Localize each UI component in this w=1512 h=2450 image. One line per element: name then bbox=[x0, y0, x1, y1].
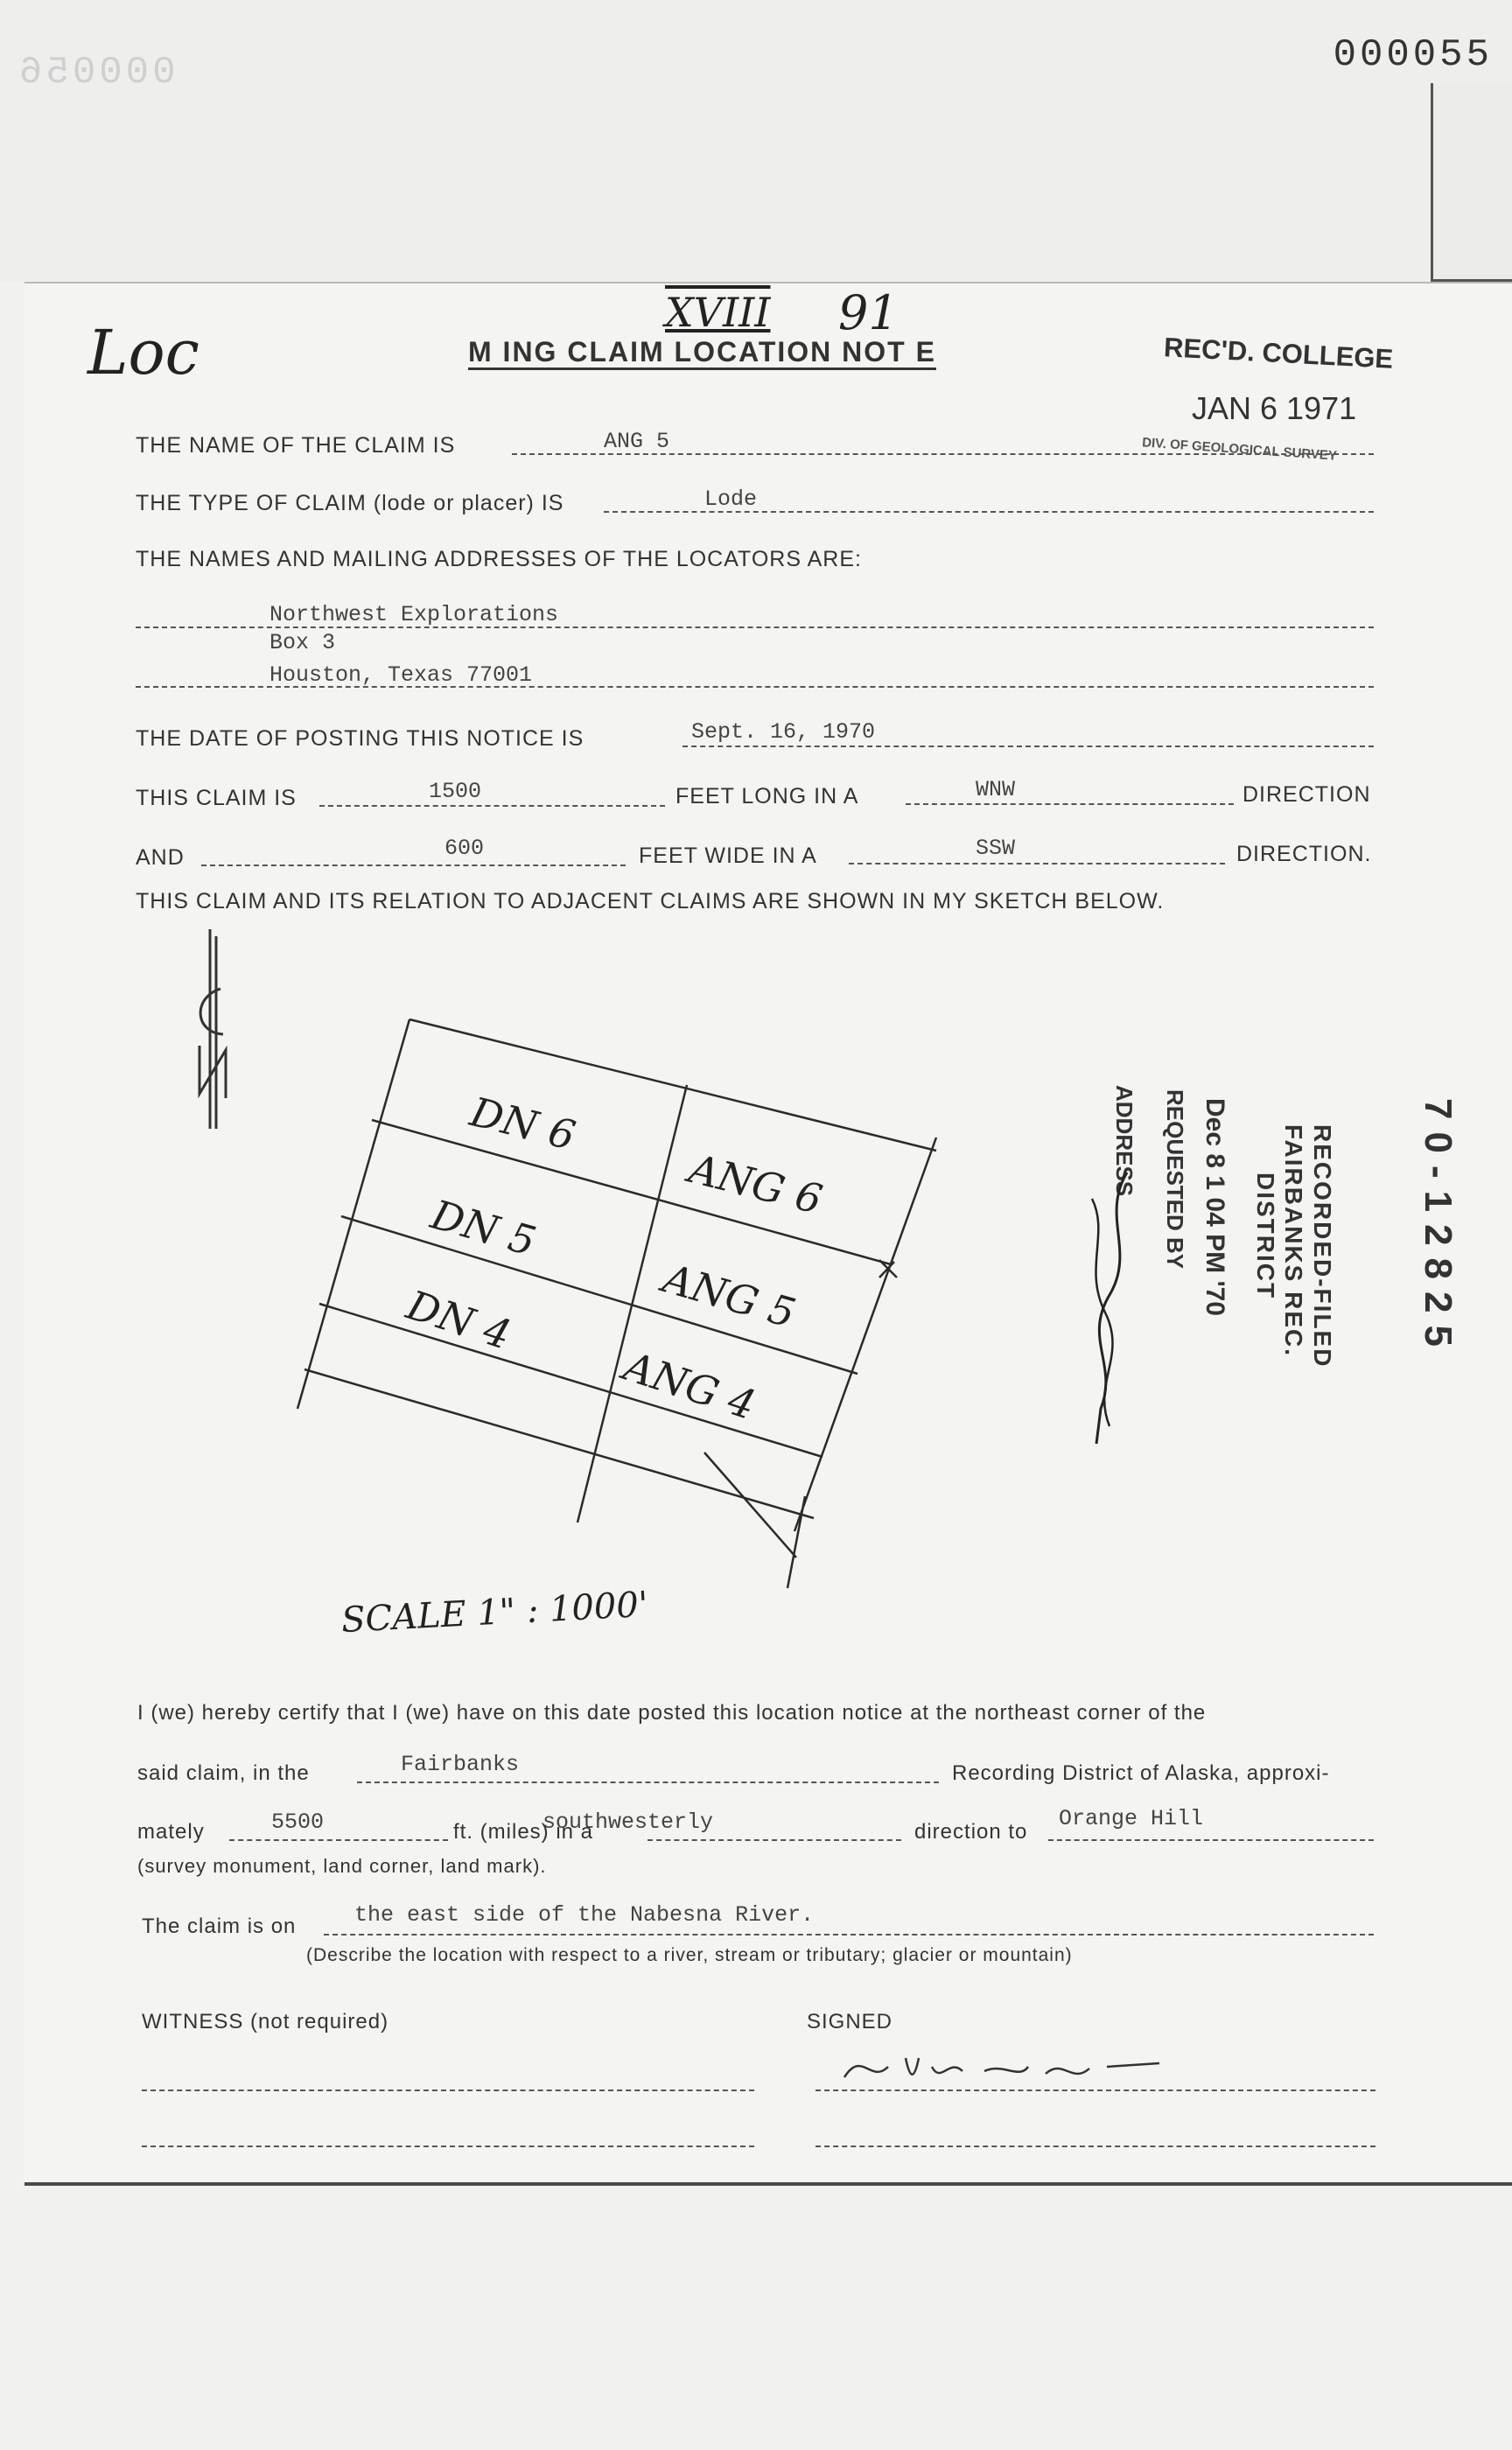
witness-line-2 bbox=[142, 2146, 754, 2147]
sketch-cell-ang5: ANG 5 bbox=[657, 1254, 801, 1338]
long-direction-line bbox=[906, 803, 1234, 805]
claim-on-value: the east side of the Nabesna River. bbox=[354, 1902, 815, 1928]
witness-label: WITNESS (not required) bbox=[142, 2010, 389, 2034]
direction-line bbox=[648, 1839, 901, 1841]
signed-label: SIGNED bbox=[807, 2010, 893, 2034]
form-title: M ING CLAIM LOCATION NOT E bbox=[468, 336, 936, 370]
bleed-through-serial: 000056 bbox=[16, 51, 176, 94]
received-stamp-line1: REC'D. COLLEGE bbox=[1163, 332, 1395, 374]
recorded-stamp-signature bbox=[1074, 1164, 1144, 1452]
wide-direction-value: SSW bbox=[976, 836, 1016, 861]
locator-line-1: Northwest Explorations bbox=[270, 602, 559, 627]
district-value: Fairbanks bbox=[401, 1752, 520, 1777]
sketch-cell-ang6: ANG 6 bbox=[684, 1144, 827, 1223]
sketch-cell-dn4: DN 4 bbox=[401, 1281, 517, 1359]
direction-label-2: DIRECTION. bbox=[1236, 842, 1372, 866]
signed-line-2 bbox=[816, 2146, 1376, 2147]
claim-type-value: Lode bbox=[704, 486, 758, 512]
mately-label: mately bbox=[137, 1820, 205, 1844]
recorded-stamp-requested: REQUESTED BY bbox=[1162, 1089, 1188, 1270]
received-stamp-line3: DIV. OF GEOLOGICAL SURVEY bbox=[1141, 435, 1338, 464]
locator-line-3: Houston, Texas 77001 bbox=[270, 662, 533, 688]
handwritten-number: 91 bbox=[838, 285, 899, 340]
locator-underline-2 bbox=[136, 686, 1374, 688]
wide-direction-line bbox=[849, 863, 1225, 864]
posting-date-label: THE DATE OF POSTING THIS NOTICE IS bbox=[136, 726, 584, 751]
claim-is-label: THIS CLAIM IS bbox=[136, 786, 297, 810]
feet-long-label: FEET LONG IN A bbox=[676, 784, 859, 808]
distance-value: 5500 bbox=[271, 1810, 325, 1835]
district-label: Recording District of Alaska, approxi- bbox=[952, 1761, 1330, 1785]
handwritten-roman: XVIII bbox=[665, 289, 771, 336]
paper-top-margin bbox=[0, 0, 1512, 282]
claim-name-label: THE NAME OF THE CLAIM IS bbox=[136, 433, 456, 458]
claim-on-line bbox=[324, 1934, 1374, 1936]
recorded-stamp-line2: FAIRBANKS REC. bbox=[1280, 1124, 1307, 1358]
handwritten-requester-icon bbox=[1074, 1164, 1144, 1452]
distance-line bbox=[229, 1839, 448, 1841]
length-line bbox=[319, 805, 665, 807]
recorded-stamp-line3: DISTRICT bbox=[1252, 1172, 1279, 1300]
sketch-cell-dn6: DN 6 bbox=[466, 1088, 580, 1159]
signature-icon bbox=[809, 2032, 1212, 2102]
handwritten-loc: Loc bbox=[88, 317, 200, 388]
locators-label: THE NAMES AND MAILING ADDRESSES OF THE LOCATORS ARE: bbox=[136, 547, 862, 571]
locator-underline-1 bbox=[136, 626, 1374, 628]
district-line bbox=[357, 1782, 939, 1783]
width-line bbox=[201, 864, 626, 866]
length-value: 1500 bbox=[429, 779, 482, 804]
said-claim-label: said claim, in the bbox=[137, 1761, 310, 1785]
recorded-stamp-number: 70-12825 bbox=[1417, 1098, 1460, 1359]
certify-text: I (we) hereby certify that I (we) have on this date posted this location notice at the northeast corner of the bbox=[137, 1701, 1207, 1725]
direction-value: southwesterly bbox=[542, 1810, 714, 1835]
sketch-cell-dn5: DN 5 bbox=[425, 1190, 542, 1265]
long-direction-value: WNW bbox=[976, 777, 1016, 802]
claim-on-label: The claim is on bbox=[142, 1914, 297, 1938]
direction-to-label: direction to bbox=[914, 1820, 1028, 1844]
sketch-scale: SCALE 1" : 1000' bbox=[340, 1584, 649, 1642]
width-value: 600 bbox=[444, 836, 485, 861]
sketch-label: THIS CLAIM AND ITS RELATION TO ADJACENT CLAIMS ARE SHOWN IN MY SKETCH BELOW. bbox=[136, 889, 1165, 914]
and-label: AND bbox=[136, 845, 185, 870]
sketch-cell-ang4: ANG 4 bbox=[618, 1342, 761, 1430]
recorded-stamp-date: Dec 8 1 04 PM '70 bbox=[1200, 1098, 1229, 1316]
north-arrow bbox=[200, 929, 226, 1129]
recorded-stamp-line1: RECORDED-FILED bbox=[1309, 1124, 1336, 1368]
landmark-note: (survey monument, land corner, land mark). bbox=[137, 1855, 547, 1877]
posting-date-line bbox=[682, 746, 1374, 747]
describe-note: (Describe the location with respect to a river, stream or tributary; glacier or mountain) bbox=[306, 1945, 1073, 1965]
received-stamp-date: JAN 6 1971 bbox=[1192, 390, 1357, 426]
direction-label-1: DIRECTION bbox=[1242, 782, 1371, 807]
claim-name-value: ANG 5 bbox=[604, 429, 670, 454]
serial-number: 000055 bbox=[1333, 33, 1493, 77]
feet-wide-label: FEET WIDE IN A bbox=[639, 844, 817, 868]
unit-label: ft. (miles) in a bbox=[453, 1820, 594, 1844]
claim-grid bbox=[298, 1019, 936, 1588]
recorded-stamp-address: ADDRESS bbox=[1111, 1085, 1138, 1197]
paper-tab bbox=[1431, 83, 1512, 282]
claim-type-label: THE TYPE OF CLAIM (lode or placer) IS bbox=[136, 491, 564, 515]
locator-line-2: Box 3 bbox=[270, 630, 336, 655]
landmark-value: Orange Hill bbox=[1059, 1806, 1204, 1831]
posting-date-value: Sept. 16, 1970 bbox=[691, 719, 876, 745]
witness-line-1 bbox=[142, 2090, 754, 2091]
landmark-line bbox=[1048, 1839, 1374, 1841]
